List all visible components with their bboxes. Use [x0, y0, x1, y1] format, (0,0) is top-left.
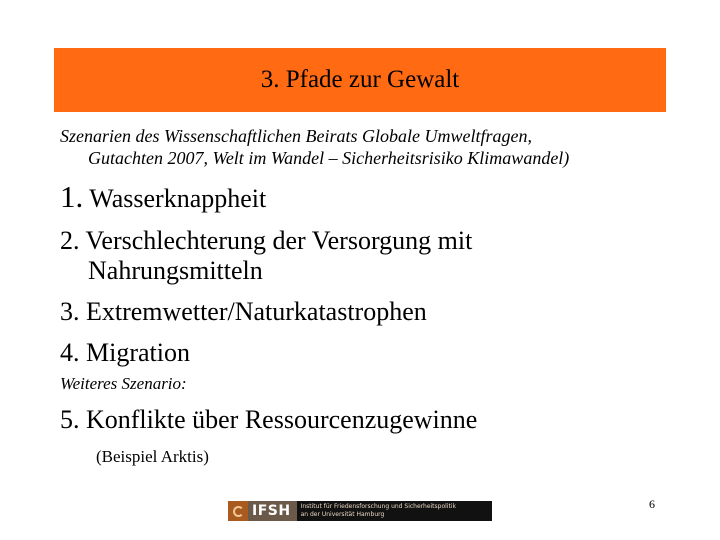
list-item-number: 4. — [60, 338, 80, 367]
list-item-continuation: Nahrungsmitteln — [88, 256, 263, 285]
list-item-1 — [60, 179, 267, 214]
logo-line-2: an der Universität Hamburg — [300, 511, 385, 518]
ifsh-logo — [228, 501, 492, 521]
list-item-5 — [60, 405, 477, 435]
slide-subtitle — [60, 125, 670, 169]
ifsh-emblem-icon — [228, 501, 248, 521]
list-item-number: 2. — [60, 226, 80, 255]
subtitle-line-1: Szenarien des Wissenschaftlichen Beirats Globale Umweltfragen, — [60, 126, 532, 146]
logo-name: IFSH — [248, 501, 297, 521]
subtitle-line-2: Gutachten 2007, Welt im Wandel – Sicherheitsrisiko Klimawandel) — [88, 148, 570, 168]
list-item-text: Wasserknappheit — [89, 184, 267, 213]
beispiel-note: (Beispiel Arktis) — [96, 447, 209, 466]
list-item-2 — [60, 226, 472, 286]
list-item-text: Migration — [86, 338, 190, 367]
weiteres-szenario-label: Weiteres Szenario: — [60, 374, 187, 393]
logo-institute-text — [297, 501, 492, 521]
list-item-3 — [60, 297, 427, 327]
list-item-number: 1. — [60, 179, 84, 214]
page-number: 6 — [649, 497, 655, 511]
list-item-text: Konflikte über Ressourcenzugewinne — [86, 405, 478, 434]
slide-title: 3. Pfade zur Gewalt — [260, 66, 460, 93]
list-item-number: 3. — [60, 297, 80, 326]
list-item-number: 5. — [60, 405, 80, 434]
title-bar — [54, 48, 666, 112]
list-item-text: Extremwetter/Naturkatastrophen — [86, 297, 427, 326]
list-item-4 — [60, 338, 190, 368]
list-item-text: Verschlechterung der Versorgung mit — [85, 226, 473, 255]
logo-line-1: Institut für Friedensforschung und Sicherheitspolitik — [300, 503, 456, 510]
